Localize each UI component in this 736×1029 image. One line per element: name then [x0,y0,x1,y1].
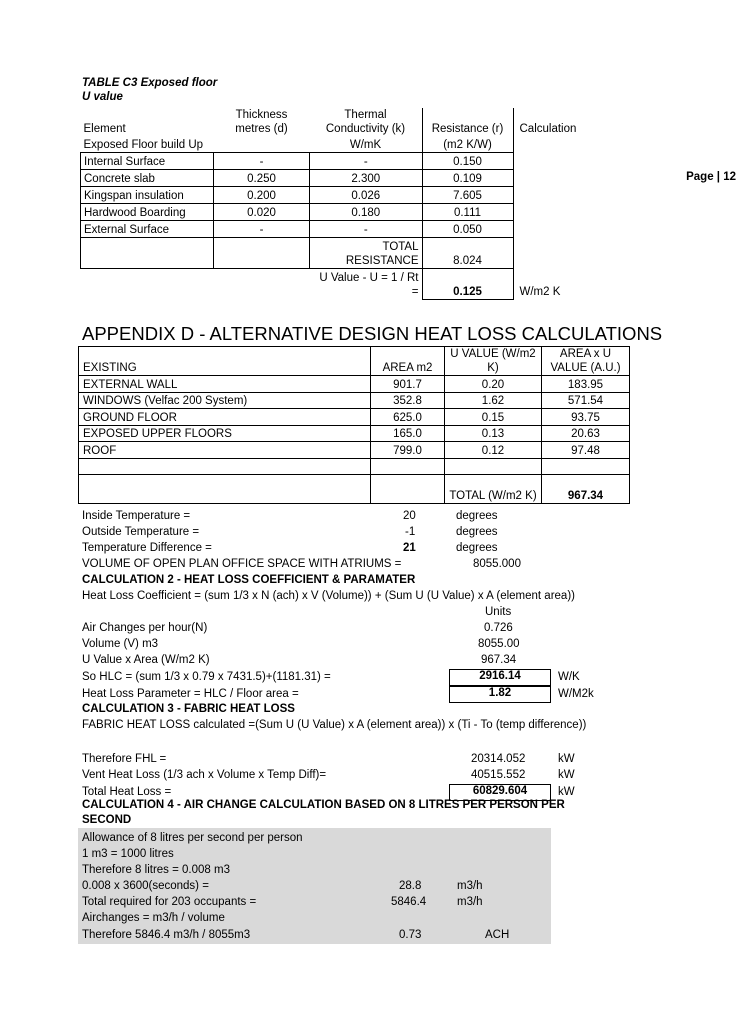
u-value-label: U Value - U = 1 / Rt = [319,272,419,298]
cell-conductivity: - [310,153,423,170]
cell-area-x-u: 571.54 [542,392,630,409]
hlp-value: 1.82 [449,686,551,703]
calc4-line-6: Airchanges = m3/h / volume [82,912,225,924]
cell-area: 799.0 [371,442,445,459]
table-row [79,409,630,426]
page-number: Page | 12 [686,171,736,183]
temp-diff-value: 21 [403,542,416,554]
calc4-heading-1: CALCULATION 4 - AIR CHANGE CALCULATION BASED ON 8 LITRES PER PERSON PER [82,799,565,811]
col-header-resistance: Resistance (r) [422,108,513,136]
total-heat-loss-label: Total Heat Loss = [82,786,172,798]
cell-resistance: 0.050 [422,221,513,238]
col-header-conductivity: Thermal Conductivity (k) [325,109,406,135]
vent-label: Vent Heat Loss (1/3 ach x Volume x Temp Diff)= [82,769,327,781]
calc3-formula: FABRIC HEAT LOSS calculated =(Sum U (U Value) x A (element area)) x (Ti - To (temp difference)) [82,719,587,731]
cell-thickness: - [214,153,310,170]
cell-conductivity: 0.180 [310,204,423,221]
outside-temp-value: -1 [405,526,416,538]
cell-u-value: 0.15 [445,409,542,426]
cell-conductivity: 0.026 [310,187,423,204]
outside-temp-unit: degrees [456,526,498,538]
cell-element: Concrete slab [81,170,214,187]
calc4-line-5-value: 5846.4 [391,896,427,908]
uxa-label: U Value x Area (W/m2 K) [82,654,210,666]
calc2-formula: Heat Loss Coefficient = (sum 1/3 x N (ach) x V (Volume)) + (Sum U (U Value) x A (element area)) [82,590,575,602]
calc4-line-2: 1 m3 = 1000 litres [82,848,174,860]
col-header-area: AREA m2 [371,347,445,376]
cell-resistance: 0.109 [422,170,513,187]
table-row [81,153,580,170]
calc4-line-7-label: Therefore 5846.4 m3/h / 8055m3 [82,929,251,941]
table-row [79,425,630,442]
hlc-value: 2916.14 [449,669,551,686]
total-label: TOTAL (W/m2 K) [445,475,542,504]
cell-thickness: - [214,221,310,238]
cell-element: External Surface [81,221,214,238]
calc4-line-4-value: 28.8 [399,880,422,892]
cell-area-x-u: 93.75 [542,409,630,426]
conductivity-unit: W/mK [349,139,382,151]
table-c3-title: TABLE C3 Exposed floor U value [82,77,218,103]
total-heat-loss-unit: kW [558,786,575,798]
cell-thickness: 0.250 [214,170,310,187]
calc4-line-5-unit: m3/h [457,896,483,908]
col-header-element: Element [83,123,126,135]
cell-conductivity: - [310,221,423,238]
subheader-label: Exposed Floor build Up [83,139,204,151]
table-row [79,392,630,409]
fhl-label: Therefore FHL = [82,753,167,765]
inside-temp-value: 20 [403,510,416,522]
cell-element: Kingspan insulation [81,187,214,204]
calc4-line-3: Therefore 8 litres = 0.008 m3 [82,864,230,876]
cell-conductivity: 2.300 [310,170,423,187]
temp-diff-label: Temperature Difference = [82,542,212,554]
vent-value: 40515.552 [471,769,526,781]
cell-area-x-u: 20.63 [542,425,630,442]
col-header-u-value: U VALUE (W/m2 K) [445,347,542,376]
volume-label: VOLUME OF OPEN PLAN OFFICE SPACE WITH ATRIUMS = [82,558,402,570]
calc4-line-7-unit: ACH [485,929,510,941]
volume-v-label: Volume (V) m3 [82,638,159,650]
units-label: Units [485,606,512,618]
cell-u-value: 1.62 [445,392,542,409]
calc4-line-7-value: 0.73 [399,929,422,941]
resistance-unit: (m2 K/W) [422,136,513,153]
col-header-calculation: Calculation [519,123,577,135]
calc4-line-5-label: Total required for 203 occupants = [82,896,257,908]
table-c3 [80,108,580,300]
cell-u-value: 0.20 [445,376,542,393]
calc2-heading: CALCULATION 2 - HEAT LOSS COEFFICIENT & PARAMATER [82,574,416,586]
table-row [81,204,580,221]
ach-value: 0.726 [484,622,513,634]
cell-resistance: 7.605 [422,187,513,204]
table-row [81,187,580,204]
col-header-existing: EXISTING [79,347,371,376]
u-value-unit: W/m2 K [519,286,561,298]
total-resistance-value: 8.024 [422,238,513,269]
table-row [81,221,580,238]
hlc-unit: W/K [558,671,580,683]
outside-temp-label: Outside Temperature = [82,526,200,538]
table-row [79,442,630,459]
volume-value: 8055.000 [473,558,521,570]
cell-resistance: 0.111 [422,204,513,221]
fhl-unit: kW [558,753,575,765]
total-resistance-label: TOTAL RESISTANCE [310,238,423,269]
cell-name: WINDOWS (Velfac 200 System) [79,392,371,409]
appendix-d-table [78,346,630,504]
calc4-line-4-label: 0.008 x 3600(seconds) = [82,880,209,892]
cell-name: GROUND FLOOR [79,409,371,426]
cell-element: Internal Surface [81,153,214,170]
temp-diff-unit: degrees [456,542,498,554]
ach-label: Air Changes per hour(N) [82,622,208,634]
cell-area: 901.7 [371,376,445,393]
cell-name: ROOF [79,442,371,459]
cell-name: EXPOSED UPPER FLOORS [79,425,371,442]
calc4-line-4-unit: m3/h [457,880,483,892]
cell-u-value: 0.12 [445,442,542,459]
hlp-unit: W/M2k [558,688,594,700]
appendix-d-heading: APPENDIX D - ALTERNATIVE DESIGN HEAT LOSS CALCULATIONS [82,323,663,344]
fhl-value: 20314.052 [471,753,526,765]
cell-resistance: 0.150 [422,153,513,170]
cell-area: 352.8 [371,392,445,409]
calc4-line-1: Allowance of 8 litres per second per person [82,832,303,844]
col-header-area-x-u: AREA x U VALUE (A.U.) [542,347,630,376]
cell-area: 625.0 [371,409,445,426]
cell-element: Hardwood Boarding [81,204,214,221]
total-value: 967.34 [542,475,630,504]
table-row [81,170,580,187]
uxa-value: 967.34 [481,654,517,666]
hlp-label: Heat Loss Parameter = HLC / Floor area = [82,688,299,700]
table-row [79,376,630,393]
hlc-label: So HLC = (sum 1/3 x 0.79 x 7431.5)+(1181.31) = [82,671,331,683]
cell-thickness: 0.200 [214,187,310,204]
cell-area-x-u: 183.95 [542,376,630,393]
col-header-thickness: Thickness metres (d) [235,109,288,135]
cell-name: EXTERNAL WALL [79,376,371,393]
calc3-heading: CALCULATION 3 - FABRIC HEAT LOSS [82,703,295,715]
cell-u-value: 0.13 [445,425,542,442]
cell-area-x-u: 97.48 [542,442,630,459]
cell-area: 165.0 [371,425,445,442]
vent-unit: kW [558,769,575,781]
volume-v-value: 8055.00 [478,638,520,650]
u-value-result: 0.125 [422,269,513,300]
calc4-heading-2: SECOND [82,814,132,826]
cell-thickness: 0.020 [214,204,310,221]
inside-temp-label: Inside Temperature = [82,510,191,522]
total-heat-loss-value: 60829.604 [449,784,551,801]
inside-temp-unit: degrees [456,510,498,522]
